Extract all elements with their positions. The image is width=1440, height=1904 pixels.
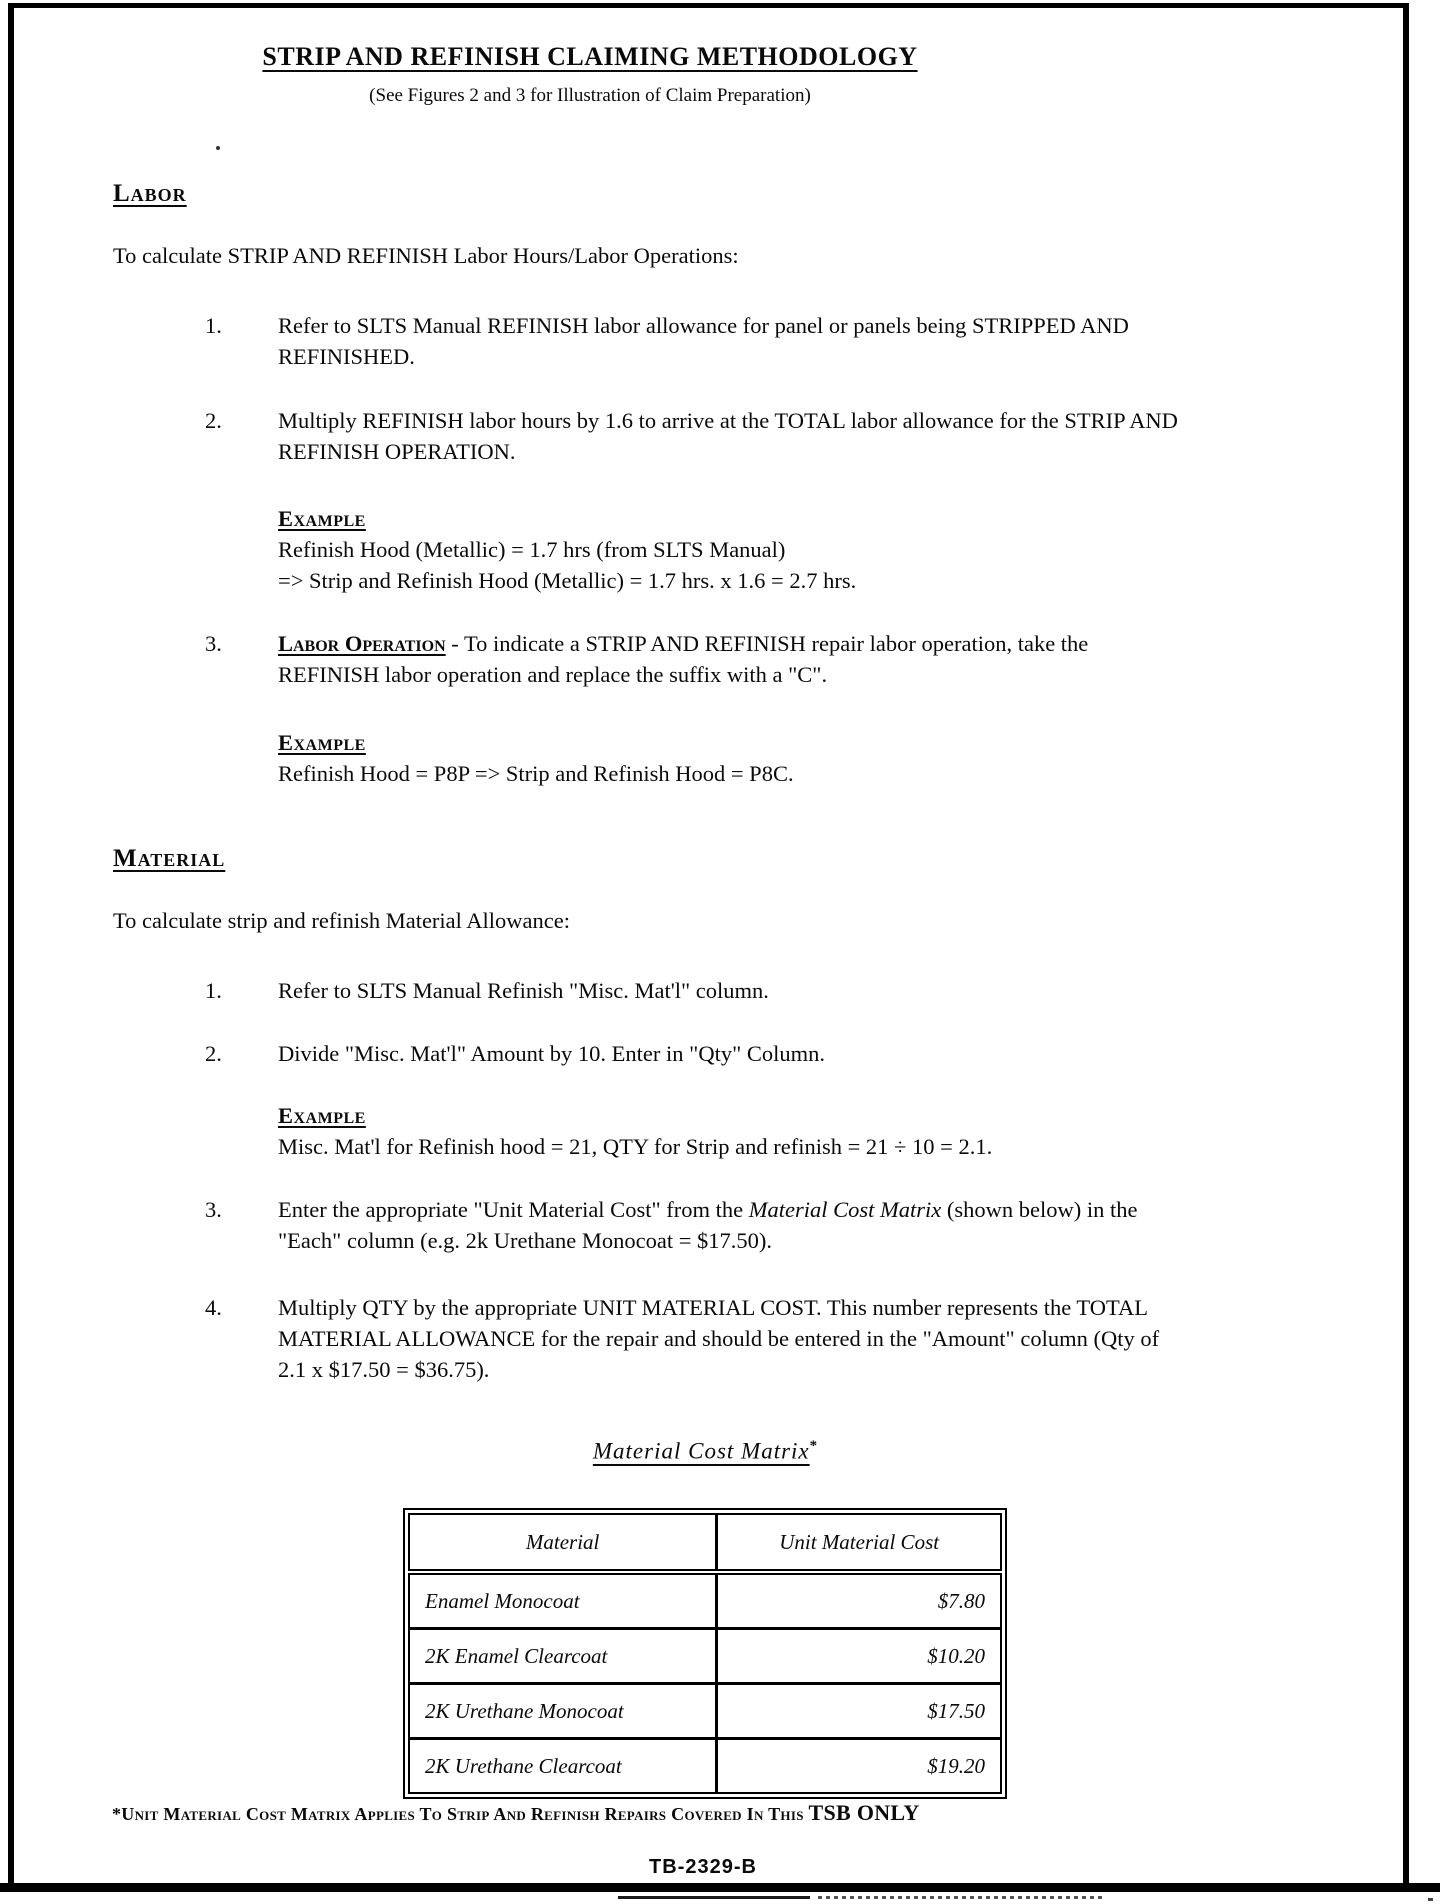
material-example-1-line-1: Misc. Mat'l for Refinish hood = 21, QTY for Strip and refinish = 21 ÷ 10 = 2.1. bbox=[278, 1134, 993, 1159]
labor-list-item-3 bbox=[205, 628, 1185, 690]
labor-item-2-text: Multiply REFINISH labor hours by 1.6 to arrive at the TOTAL labor allowance for the STRIP AND REFINISH OPERATION. bbox=[278, 408, 1178, 464]
labor-example-2 bbox=[278, 727, 1188, 789]
labor-item-3-text bbox=[278, 628, 1185, 690]
material-item-3-text bbox=[278, 1194, 1185, 1256]
title-block bbox=[120, 42, 1060, 107]
table-row bbox=[409, 1739, 1001, 1794]
labor-section-heading: Labor bbox=[113, 180, 187, 207]
material-list-item-2 bbox=[205, 1038, 1185, 1069]
material-item-2-number: 2. bbox=[205, 1041, 222, 1066]
labor-example-1-line-1: Refinish Hood (Metallic) = 1.7 hrs (from SLTS Manual) bbox=[278, 537, 786, 562]
page-subtitle: (See Figures 2 and 3 for Illustration of Claim Preparation) bbox=[369, 85, 811, 106]
labor-item-3-number: 3. bbox=[205, 631, 222, 656]
labor-example-1-label: Example bbox=[278, 506, 366, 531]
matrix-title-text: Material Cost Matrix bbox=[592, 1438, 810, 1464]
material-item-4-number: 4. bbox=[205, 1295, 222, 1320]
labor-example-1 bbox=[278, 503, 1188, 596]
material-list-item-3 bbox=[205, 1194, 1185, 1256]
matrix-header-material: Material bbox=[409, 1514, 717, 1572]
scan-speck bbox=[216, 146, 220, 150]
matrix-title-asterisk: * bbox=[809, 1438, 818, 1454]
labor-list-item-2 bbox=[205, 405, 1185, 467]
matrix-cell-material-3: 2K Urethane Monocoat bbox=[409, 1684, 717, 1739]
page-border-bottom bbox=[0, 1883, 1440, 1892]
labor-example-2-line-1: Refinish Hood = P8P => Strip and Refinish Hood = P8C. bbox=[278, 761, 794, 786]
labor-list-item-1 bbox=[205, 310, 1185, 372]
page-border-left bbox=[8, 3, 14, 1883]
material-item-1-text: Refer to SLTS Manual Refinish "Misc. Mat'l" column. bbox=[278, 978, 769, 1003]
material-item-2-text: Divide "Misc. Mat'l" Amount by 10. Enter in "Qty" Column. bbox=[278, 1041, 826, 1066]
labor-example-1-line-2: => Strip and Refinish Hood (Metallic) = 1.7 hrs. x 1.6 = 2.7 hrs. bbox=[278, 568, 857, 593]
page-title: STRIP AND REFINISH CLAIMING METHODOLOGY bbox=[262, 42, 918, 71]
page-border-top bbox=[8, 3, 1409, 8]
bulletin-number: TB-2329-B bbox=[649, 1856, 757, 1878]
material-item-3-pre: Enter the appropriate "Unit Material Cost" from the bbox=[278, 1197, 749, 1222]
material-item-3-number: 3. bbox=[205, 1197, 222, 1222]
page-border-right bbox=[1403, 3, 1409, 1883]
material-example-1 bbox=[278, 1100, 1188, 1162]
matrix-cell-cost-2: $10.20 bbox=[717, 1629, 1001, 1684]
table-row bbox=[409, 1572, 1001, 1629]
labor-item-3-body: - To indicate a STRIP AND REFINISH repair labor operation, take the REFINISH labor operation and replace the suffix with a "C". bbox=[278, 631, 1089, 687]
matrix-footnote-emphasis: TSB ONLY bbox=[808, 1800, 920, 1825]
matrix-cell-cost-4: $19.20 bbox=[717, 1739, 1001, 1794]
matrix-header-cost: Unit Material Cost bbox=[717, 1514, 1001, 1572]
matrix-cell-material-4: 2K Urethane Clearcoat bbox=[409, 1739, 717, 1794]
matrix-title bbox=[403, 1438, 1007, 1465]
matrix-header-row bbox=[409, 1514, 1001, 1572]
material-item-3-italic: Material Cost Matrix bbox=[748, 1197, 942, 1222]
material-example-1-label: Example bbox=[278, 1103, 366, 1128]
labor-item-2-number: 2. bbox=[205, 408, 222, 433]
labor-example-2-label: Example bbox=[278, 730, 366, 755]
material-section-heading: Material bbox=[113, 845, 226, 872]
table-row bbox=[409, 1684, 1001, 1739]
matrix-cell-material-1: Enamel Monocoat bbox=[409, 1572, 717, 1629]
material-item-4-text: Multiply QTY by the appropriate UNIT MATERIAL COST. This number represents the TOTAL MATERIAL ALLOWANCE for the repair and should be entered in the "Amount" column (Qty of 2.1 x $17.50 = $36.75). bbox=[278, 1295, 1160, 1382]
matrix-footnote-text: *Unit Material Cost Matrix Applies To Strip And Refinish Repairs Covered In This bbox=[112, 1804, 809, 1824]
table-row bbox=[409, 1629, 1001, 1684]
matrix-cell-cost-1: $7.80 bbox=[717, 1572, 1001, 1629]
material-item-1-number: 1. bbox=[205, 978, 222, 1003]
labor-item-1-text: Refer to SLTS Manual REFINISH labor allowance for panel or panels being STRIPPED AND REFINISHED. bbox=[278, 313, 1129, 369]
scan-artifact-dot bbox=[1428, 1898, 1433, 1901]
scan-artifact-line bbox=[618, 1896, 810, 1899]
matrix-cell-material-2: 2K Enamel Clearcoat bbox=[409, 1629, 717, 1684]
labor-intro-text: To calculate STRIP AND REFINISH Labor Hours/Labor Operations: bbox=[113, 243, 739, 268]
material-cost-matrix-table bbox=[403, 1508, 1007, 1799]
labor-item-1-number: 1. bbox=[205, 313, 222, 338]
material-intro-text: To calculate strip and refinish Material Allowance: bbox=[113, 908, 571, 933]
material-list-item-4 bbox=[205, 1292, 1185, 1385]
material-item-3-post: (shown below) in the "Each" column (e.g. 2k Urethane Monocoat = $17.50). bbox=[278, 1197, 1138, 1253]
labor-item-3-lead: Labor Operation bbox=[278, 631, 446, 656]
matrix-cell-cost-3: $17.50 bbox=[717, 1684, 1001, 1739]
matrix-footnote bbox=[112, 1800, 1372, 1826]
material-list-item-1 bbox=[205, 975, 1185, 1006]
scan-artifact-dashes bbox=[818, 1896, 1106, 1899]
